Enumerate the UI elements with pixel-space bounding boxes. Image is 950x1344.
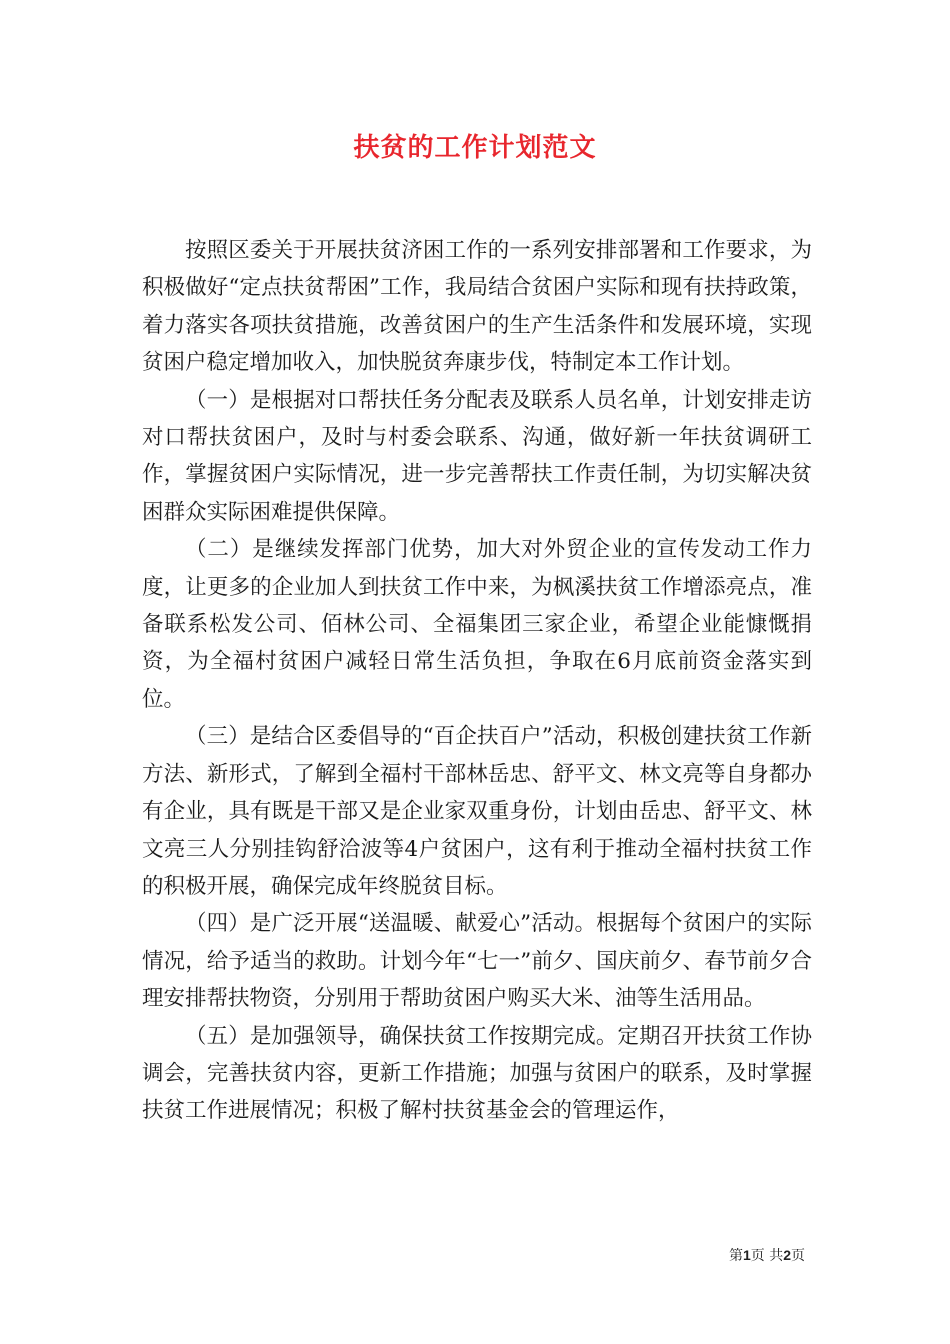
paragraph-item-3: （三）是结合区委倡导的“百企扶百户”活动，积极创建扶贫工作新方法、新形式，了解到全福村干部林岳忠、舒平文、林文亮等自身都办有企业，具有既是干部又是企业家双重身份，计划由岳忠、舒平文、林文亮三人分别挂钩舒洽波等4户贫困户，这有利于推动全福村扶贫工作的积极开展，确保完成年终脱贫目标。 [142, 724, 812, 899]
footer-total-pages: 2 [783, 1247, 791, 1263]
paragraph-intro: 按照区委关于开展扶贫济困工作的一系列安排部署和工作要求，为积极做好“定点扶贫帮困”工作，我局结合贫困户实际和现有扶持政策，着力落实各项扶贫措施，改善贫困户的生产生活条件和发展环境，实现贫困户稳定增加收入，加快脱贫奔康步伐，特制定本工作计划。 [142, 238, 812, 376]
document-title: 扶贫的工作计划范文 [353, 133, 597, 163]
paragraph-item-4: （四）是广泛开展“送温暖、献爱心”活动。根据每个贫困户的实际情况，给予适当的救助。计划今年“七一”前夕、国庆前夕、春节前夕合理安排帮扶物资，分别用于帮助贫困户购买大米、油等生活用品。 [142, 911, 812, 1012]
page-number-footer [729, 1245, 805, 1266]
footer-prefix: 第 [728, 1248, 743, 1264]
paragraph-item-5: （五）是加强领导，确保扶贫工作按期完成。定期召开扶贫工作协调会，完善扶贫内容，更新工作措施；加强与贫困户的联系，及时掌握扶贫工作进展情况；积极了解村扶贫基金会的管理运作， [142, 1023, 812, 1124]
document-body [142, 232, 812, 1130]
footer-suffix: 页 [791, 1248, 805, 1264]
paragraph-item-2: （二）是继续发挥部门优势，加大对外贸企业的宣传发动工作力度，让更多的企业加人到扶贫工作中来，为枫溪扶贫工作增添亮点，准备联系松发公司、佰林公司、全福集团三家企业，希望企业能慷慨捐资，为全福村贫困户减轻日常生活负担，争取在6月底前资金落实到位。 [142, 537, 812, 712]
footer-current-page: 1 [742, 1247, 751, 1263]
footer-middle: 页 共 [750, 1248, 784, 1264]
paragraph-item-1: （一）是根据对口帮扶任务分配表及联系人员名单，计划安排走访对口帮扶贫困户，及时与村委会联系、沟通，做好新一年扶贫调研工作，掌握贫困户实际情况，进一步完善帮扶工作责任制，为切实解决贫困群众实际困难提供保障。 [142, 387, 812, 525]
